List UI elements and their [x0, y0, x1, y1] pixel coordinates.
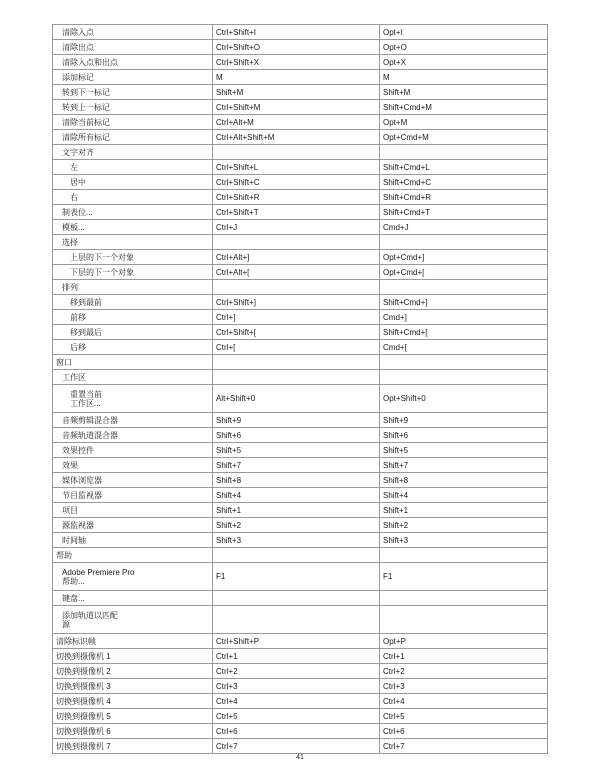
command-cell: 制表位... [53, 205, 213, 220]
table-row [53, 145, 548, 160]
command-cell: 清除入点和出点 [53, 55, 213, 70]
windows-shortcut-cell [213, 606, 380, 634]
mac-shortcut-cell: Cmd+] [380, 310, 548, 325]
windows-shortcut-cell: Ctrl+Alt+[ [213, 265, 380, 280]
table-row [53, 130, 548, 145]
table-row [53, 250, 548, 265]
mac-shortcut-cell: Opt+Shift+0 [380, 385, 548, 413]
table-row [53, 709, 548, 724]
table-row [53, 533, 548, 548]
windows-shortcut-cell: Ctrl+Shift+L [213, 160, 380, 175]
table-row [53, 488, 548, 503]
mac-shortcut-cell: Shift+8 [380, 473, 548, 488]
table-row [53, 265, 548, 280]
command-cell: 转到下一标记 [53, 85, 213, 100]
mac-shortcut-cell [380, 591, 548, 606]
command-cell: 音频轨道混合器 [53, 428, 213, 443]
windows-shortcut-cell: Ctrl+Shift+X [213, 55, 380, 70]
windows-shortcut-cell: Ctrl+3 [213, 679, 380, 694]
mac-shortcut-cell: Ctrl+7 [380, 739, 548, 754]
table-row [53, 280, 548, 295]
command-cell: 清除出点 [53, 40, 213, 55]
command-cell: 切换到摄像机 5 [53, 709, 213, 724]
command-cell: 时间轴 [53, 533, 213, 548]
command-cell: 模板... [53, 220, 213, 235]
mac-shortcut-cell: Shift+Cmd+C [380, 175, 548, 190]
windows-shortcut-cell: Ctrl+Shift+R [213, 190, 380, 205]
command-cell: 左 [53, 160, 213, 175]
command-cell: 帮助 [53, 548, 213, 563]
windows-shortcut-cell: Ctrl+] [213, 310, 380, 325]
windows-shortcut-cell: Ctrl+[ [213, 340, 380, 355]
command-cell: 切换到摄像机 7 [53, 739, 213, 754]
windows-shortcut-cell: Ctrl+Alt+M [213, 115, 380, 130]
mac-shortcut-cell [380, 280, 548, 295]
table-row [53, 115, 548, 130]
mac-shortcut-cell [380, 548, 548, 563]
windows-shortcut-cell [213, 370, 380, 385]
command-cell: Adobe Premiere Pro 帮助... [53, 563, 213, 591]
table-row [53, 100, 548, 115]
mac-shortcut-cell: Opt+M [380, 115, 548, 130]
mac-shortcut-cell [380, 355, 548, 370]
command-cell: 下层的下一个对象 [53, 265, 213, 280]
mac-shortcut-cell: Shift+5 [380, 443, 548, 458]
page-number: 41 [296, 754, 304, 761]
windows-shortcut-cell: Shift+M [213, 85, 380, 100]
command-cell: 排列 [53, 280, 213, 295]
table-row [53, 606, 548, 634]
mac-shortcut-cell: Shift+Cmd+L [380, 160, 548, 175]
command-cell: 媒体浏览器 [53, 473, 213, 488]
command-cell: 切换到摄像机 6 [53, 724, 213, 739]
command-cell: 键盘... [53, 591, 213, 606]
table-row [53, 563, 548, 591]
windows-shortcut-cell: Ctrl+Shift+O [213, 40, 380, 55]
mac-shortcut-cell: Opt+X [380, 55, 548, 70]
mac-shortcut-cell: M [380, 70, 548, 85]
table-row [53, 370, 548, 385]
table-row [53, 413, 548, 428]
table-row [53, 664, 548, 679]
command-cell: 源监视器 [53, 518, 213, 533]
table-row [53, 70, 548, 85]
table-row [53, 235, 548, 250]
windows-shortcut-cell: Ctrl+J [213, 220, 380, 235]
table-row [53, 220, 548, 235]
mac-shortcut-cell: Opt+I [380, 25, 548, 40]
windows-shortcut-cell: M [213, 70, 380, 85]
windows-shortcut-cell: Shift+6 [213, 428, 380, 443]
table-row [53, 85, 548, 100]
table-row [53, 694, 548, 709]
table-row [53, 295, 548, 310]
table-row [53, 591, 548, 606]
command-cell: 切换到摄像机 2 [53, 664, 213, 679]
mac-shortcut-cell: Opt+Cmd+[ [380, 265, 548, 280]
command-cell: 居中 [53, 175, 213, 190]
mac-shortcut-cell: Shift+9 [380, 413, 548, 428]
command-cell: 效果 [53, 458, 213, 473]
windows-shortcut-cell: Shift+7 [213, 458, 380, 473]
mac-shortcut-cell: Shift+2 [380, 518, 548, 533]
mac-shortcut-cell: Shift+M [380, 85, 548, 100]
command-cell: 切换到摄像机 3 [53, 679, 213, 694]
table-row [53, 310, 548, 325]
table-row [53, 428, 548, 443]
table-row [53, 679, 548, 694]
mac-shortcut-cell: Cmd+[ [380, 340, 548, 355]
windows-shortcut-cell [213, 145, 380, 160]
mac-shortcut-cell: Ctrl+2 [380, 664, 548, 679]
windows-shortcut-cell [213, 591, 380, 606]
mac-shortcut-cell: Opt+O [380, 40, 548, 55]
windows-shortcut-cell: Ctrl+6 [213, 724, 380, 739]
windows-shortcut-cell: Ctrl+Shift+[ [213, 325, 380, 340]
windows-shortcut-cell: Ctrl+7 [213, 739, 380, 754]
command-cell: 效果控件 [53, 443, 213, 458]
mac-shortcut-cell: Shift+7 [380, 458, 548, 473]
windows-shortcut-cell: F1 [213, 563, 380, 591]
shortcut-table [52, 24, 548, 754]
table-row [53, 503, 548, 518]
windows-shortcut-cell: Ctrl+Shift+I [213, 25, 380, 40]
windows-shortcut-cell: Ctrl+4 [213, 694, 380, 709]
command-cell: 清除入点 [53, 25, 213, 40]
command-cell: 清除标识帧 [53, 634, 213, 649]
mac-shortcut-cell: Cmd+J [380, 220, 548, 235]
command-cell: 选择 [53, 235, 213, 250]
windows-shortcut-cell [213, 355, 380, 370]
command-cell: 转到上一标记 [53, 100, 213, 115]
mac-shortcut-cell: Shift+3 [380, 533, 548, 548]
table-row [53, 518, 548, 533]
windows-shortcut-cell: Ctrl+Shift+M [213, 100, 380, 115]
table-row [53, 205, 548, 220]
table-row [53, 634, 548, 649]
mac-shortcut-cell: Shift+Cmd+R [380, 190, 548, 205]
table-row [53, 724, 548, 739]
table-row [53, 473, 548, 488]
mac-shortcut-cell: Shift+1 [380, 503, 548, 518]
windows-shortcut-cell: Ctrl+Shift+T [213, 205, 380, 220]
mac-shortcut-cell: Opt+P [380, 634, 548, 649]
windows-shortcut-cell: Ctrl+Shift+] [213, 295, 380, 310]
command-cell: 添加轨道以匹配 源 [53, 606, 213, 634]
windows-shortcut-cell: Shift+5 [213, 443, 380, 458]
windows-shortcut-cell: Ctrl+Shift+P [213, 634, 380, 649]
windows-shortcut-cell [213, 548, 380, 563]
mac-shortcut-cell: Shift+Cmd+[ [380, 325, 548, 340]
windows-shortcut-cell: Ctrl+2 [213, 664, 380, 679]
windows-shortcut-cell: Shift+8 [213, 473, 380, 488]
table-row [53, 548, 548, 563]
mac-shortcut-cell: Opt+Cmd+] [380, 250, 548, 265]
table-row [53, 190, 548, 205]
table-row [53, 739, 548, 754]
command-cell: 音频剪辑混合器 [53, 413, 213, 428]
windows-shortcut-cell: Ctrl+Shift+C [213, 175, 380, 190]
command-cell: 窗口 [53, 355, 213, 370]
table-row [53, 355, 548, 370]
table-row [53, 385, 548, 413]
table-row [53, 458, 548, 473]
command-cell: 文字对齐 [53, 145, 213, 160]
mac-shortcut-cell: Ctrl+1 [380, 649, 548, 664]
table-row [53, 325, 548, 340]
command-cell: 切换到摄像机 1 [53, 649, 213, 664]
command-cell: 项目 [53, 503, 213, 518]
mac-shortcut-cell [380, 145, 548, 160]
mac-shortcut-cell: Shift+Cmd+T [380, 205, 548, 220]
command-cell: 添加标记 [53, 70, 213, 85]
mac-shortcut-cell: Shift+Cmd+] [380, 295, 548, 310]
mac-shortcut-cell: Ctrl+3 [380, 679, 548, 694]
mac-shortcut-cell [380, 370, 548, 385]
command-cell: 前移 [53, 310, 213, 325]
windows-shortcut-cell: Shift+4 [213, 488, 380, 503]
command-cell: 上层的下一个对象 [53, 250, 213, 265]
command-cell: 清除所有标记 [53, 130, 213, 145]
mac-shortcut-cell: F1 [380, 563, 548, 591]
windows-shortcut-cell: Shift+3 [213, 533, 380, 548]
command-cell: 切换到摄像机 4 [53, 694, 213, 709]
windows-shortcut-cell: Ctrl+Alt+Shift+M [213, 130, 380, 145]
shortcut-table-body [53, 25, 548, 754]
command-cell: 移到最前 [53, 295, 213, 310]
mac-shortcut-cell [380, 606, 548, 634]
windows-shortcut-cell: Ctrl+5 [213, 709, 380, 724]
command-cell: 工作区 [53, 370, 213, 385]
command-cell: 右 [53, 190, 213, 205]
windows-shortcut-cell [213, 235, 380, 250]
mac-shortcut-cell [380, 235, 548, 250]
table-row [53, 175, 548, 190]
mac-shortcut-cell: Opt+Cmd+M [380, 130, 548, 145]
mac-shortcut-cell: Ctrl+4 [380, 694, 548, 709]
table-row [53, 25, 548, 40]
windows-shortcut-cell: Shift+2 [213, 518, 380, 533]
windows-shortcut-cell: Ctrl+Alt+] [213, 250, 380, 265]
mac-shortcut-cell: Shift+Cmd+M [380, 100, 548, 115]
mac-shortcut-cell: Ctrl+6 [380, 724, 548, 739]
windows-shortcut-cell: Ctrl+1 [213, 649, 380, 664]
command-cell: 后移 [53, 340, 213, 355]
mac-shortcut-cell: Shift+6 [380, 428, 548, 443]
command-cell: 清除当前标记 [53, 115, 213, 130]
table-row [53, 649, 548, 664]
windows-shortcut-cell [213, 280, 380, 295]
windows-shortcut-cell: Shift+1 [213, 503, 380, 518]
table-row [53, 160, 548, 175]
table-row [53, 443, 548, 458]
mac-shortcut-cell: Ctrl+5 [380, 709, 548, 724]
table-row [53, 40, 548, 55]
windows-shortcut-cell: Shift+9 [213, 413, 380, 428]
table-row [53, 55, 548, 70]
mac-shortcut-cell: Shift+4 [380, 488, 548, 503]
command-cell: 移到最后 [53, 325, 213, 340]
table-row [53, 340, 548, 355]
windows-shortcut-cell: Alt+Shift+0 [213, 385, 380, 413]
command-cell: 重置当前 工作区... [53, 385, 213, 413]
command-cell: 节目监视器 [53, 488, 213, 503]
